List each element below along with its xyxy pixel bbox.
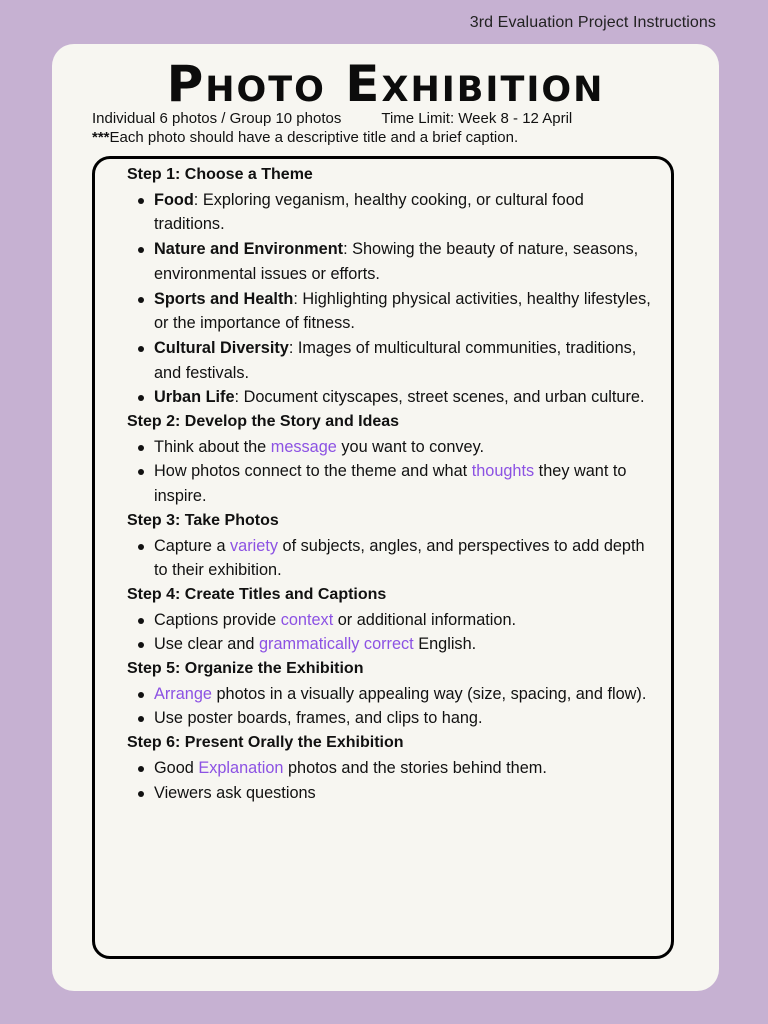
item-text: Use poster boards, frames, and clips to hang. xyxy=(154,709,483,728)
highlight-word: message xyxy=(270,437,337,456)
theme-description: : Highlighting physical activities, healthy lifestyles, or the importance of fitness. xyxy=(154,289,651,333)
step-section xyxy=(127,731,657,805)
step-section xyxy=(127,509,657,583)
note-marker: *** xyxy=(92,129,110,146)
header-caption: 3rd Evaluation Project Instructions xyxy=(469,14,716,31)
caption-note xyxy=(92,129,518,146)
item-text: Viewers ask questions xyxy=(154,783,316,802)
item-text: of subjects, angles, and perspectives to add depth to their exhibition. xyxy=(154,536,645,580)
step-title: Step 1: Choose a Theme xyxy=(127,166,313,183)
item-text: photos and the stories behind them. xyxy=(283,758,547,777)
step-list xyxy=(127,534,657,583)
theme-description: : Images of multicultural communities, traditions, and festivals. xyxy=(154,338,637,382)
list-item xyxy=(154,237,657,286)
list-item xyxy=(154,706,657,731)
item-text: How photos connect to the theme and what xyxy=(154,462,472,481)
step-title: Step 4: Create Titles and Captions xyxy=(127,585,387,603)
list-item xyxy=(154,287,657,336)
theme-name: Nature and Environment xyxy=(154,240,344,259)
theme-description: : Document cityscapes, street scenes, and urban culture. xyxy=(234,388,645,407)
step-title: Step 6: Present Orally the Exhibition xyxy=(127,734,404,752)
instruction-card xyxy=(52,44,719,991)
time-limit: Time Limit: Week 8 - 12 April xyxy=(381,110,573,127)
theme-name: Urban Life xyxy=(154,388,235,407)
list-item xyxy=(154,756,657,781)
list-item xyxy=(154,435,657,460)
list-item xyxy=(154,534,657,583)
theme-description: : Exploring veganism, healthy cooking, or cultural food traditions. xyxy=(154,190,584,234)
step-list xyxy=(127,608,657,657)
step-list xyxy=(127,682,657,731)
highlight-word: Arrange xyxy=(154,684,212,703)
step-section xyxy=(127,583,657,657)
list-item xyxy=(154,385,657,410)
highlight-word: variety xyxy=(230,536,278,555)
step-title: Step 2: Develop the Story and Ideas xyxy=(127,413,400,431)
item-text: Use clear and xyxy=(154,635,259,654)
item-text: Captions provide xyxy=(154,610,281,629)
item-text: they want to inspire. xyxy=(154,462,627,506)
list-item xyxy=(154,188,657,237)
highlight-word: thoughts xyxy=(471,462,535,481)
item-text: Capture a xyxy=(154,536,231,555)
step-section xyxy=(127,657,657,731)
highlight-word: grammatically correct xyxy=(258,635,414,654)
page-title: Photo Exhibition xyxy=(166,55,605,113)
highlight-word: Explanation xyxy=(198,758,284,777)
item-text: you want to convey. xyxy=(336,437,485,456)
step-section xyxy=(127,163,657,410)
list-item xyxy=(154,459,657,508)
item-text: Think about the xyxy=(154,437,271,456)
item-text: photos in a visually appealing way (size, spacing, and flow). xyxy=(211,684,647,703)
steps-box xyxy=(92,156,674,959)
highlight-word: context xyxy=(280,610,334,629)
list-item xyxy=(154,608,657,633)
theme-name: Food xyxy=(154,190,194,209)
item-text: or additional information. xyxy=(333,610,517,629)
item-text: English. xyxy=(413,635,477,654)
photo-count-requirement: Individual 6 photos / Group 10 photos xyxy=(92,110,342,127)
item-text: Good xyxy=(154,758,199,777)
step-list xyxy=(127,188,657,410)
step-title: Step 3: Take Photos xyxy=(127,511,279,529)
theme-name: Cultural Diversity xyxy=(154,338,289,357)
theme-description: : Showing the beauty of nature, seasons, environmental issues or efforts. xyxy=(154,240,639,283)
theme-name: Sports and Health xyxy=(154,289,294,308)
list-item xyxy=(154,336,657,385)
step-title: Step 5: Organize the Exhibition xyxy=(127,660,364,678)
list-item xyxy=(154,632,657,657)
requirements-line xyxy=(92,110,572,127)
step-list xyxy=(127,756,657,805)
step-list xyxy=(127,435,657,509)
list-item xyxy=(154,682,657,707)
step-section xyxy=(127,410,657,509)
note-text: Each photo should have a descriptive title and a brief caption. xyxy=(109,129,519,146)
list-item xyxy=(154,781,657,806)
